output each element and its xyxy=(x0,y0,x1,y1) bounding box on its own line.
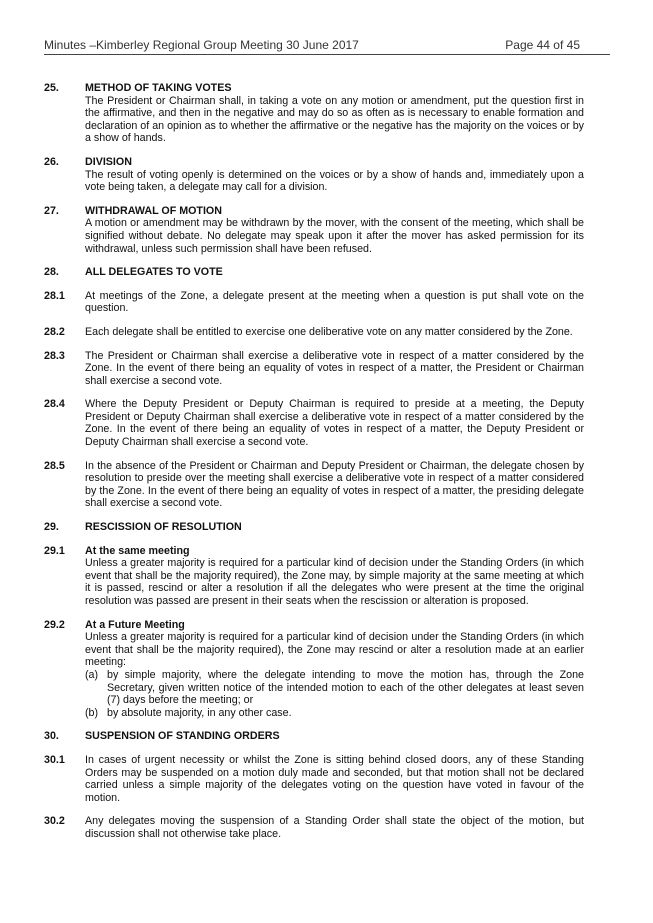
clause-list xyxy=(85,669,584,719)
section-30 xyxy=(44,730,584,743)
clause-28-3 xyxy=(44,350,584,388)
page-number: Page 44 of 45 xyxy=(505,38,580,52)
section-text: The President or Chairman shall, in taking a vote on any motion or amendment, put the question first in the affirmative, and then in the negative and may do so as often as is necessary to enable formation and declaration of an opinion as to whether the affirmative or the negative has the majority on the voices or by a show of hands. xyxy=(85,94,584,145)
clause-text: Where the Deputy President or Deputy Chairman is required to preside at a meeting, the Deputy President or Deputy Chairman shall exercise a deliberative vote in respect of a matter considered by the Zone. In the event of there being an equality of votes in respect of a matter, the Deputy President or Deputy Chairman shall exercise a second vote. xyxy=(85,398,584,449)
section-title: METHOD OF TAKING VOTES xyxy=(85,82,232,94)
section-26 xyxy=(44,156,584,194)
document-title: Minutes –Kimberley Regional Group Meeting 30 June 2017 xyxy=(44,38,359,52)
section-number: 25. xyxy=(44,82,59,94)
clause-number: 28.2 xyxy=(44,325,65,338)
list-item xyxy=(85,707,584,720)
clause-title: At the same meeting xyxy=(85,544,190,557)
clause-28-2 xyxy=(44,326,584,339)
list-marker: (b) xyxy=(85,706,99,719)
section-25 xyxy=(44,82,584,145)
clause-number: 29.1 xyxy=(44,544,65,557)
clause-number: 28.5 xyxy=(44,459,65,472)
section-27 xyxy=(44,205,584,255)
section-number: 30. xyxy=(44,730,59,743)
list-item-text: by absolute majority, in any other case. xyxy=(107,706,292,719)
clause-number: 29.2 xyxy=(44,618,65,631)
clause-number: 28.3 xyxy=(44,349,65,362)
section-number: 29. xyxy=(44,521,59,534)
clause-29-1 xyxy=(44,545,584,608)
clause-text: Unless a greater majority is required for a particular kind of decision under the Standing Orders (in which event that shall be the majority required), the Zone may, by simple majority at the same meeting at which it is passed, rescind or alter a resolution if all the delegates who were present at the time the original resolution was passed are present in their seats when the rescission or alteration is proposed. xyxy=(85,557,584,607)
section-29 xyxy=(44,521,584,534)
document-body xyxy=(44,82,584,852)
clause-title: At a Future Meeting xyxy=(85,618,185,631)
clause-28-1 xyxy=(44,290,584,315)
clause-number: 30.1 xyxy=(44,753,65,766)
section-title: RESCISSION OF RESOLUTION xyxy=(85,521,242,534)
clause-30-2 xyxy=(44,815,584,840)
clause-28-5 xyxy=(44,460,584,510)
section-28 xyxy=(44,266,584,279)
clause-28-4 xyxy=(44,398,584,448)
clause-text: At meetings of the Zone, a delegate present at the meeting when a question is put shall vote on the question. xyxy=(85,289,584,315)
list-marker: (a) xyxy=(85,668,99,681)
list-item-text: by simple majority, where the delegate intending to move the motion has, through the Zone Secretary, given written notice of the intended motion to each of the other delegates at least seven (7) days before the meeting; or xyxy=(107,668,584,707)
clause-text: Any delegates moving the suspension of a Standing Order shall state the object of the motion, but discussion shall not otherwise take place. xyxy=(85,815,584,840)
section-title: SUSPENSION OF STANDING ORDERS xyxy=(85,730,280,743)
list-item xyxy=(85,669,584,707)
section-title: WITHDRAWAL OF MOTION xyxy=(85,204,222,217)
clause-30-1 xyxy=(44,754,584,804)
clause-text: In the absence of the President or Chairman and Deputy President or Chairman, the delegate chosen by resolution to preside over the meeting shall exercise a deliberative vote in respect of a matter considered by the Zone. In the event of there being an equality of votes in respect of a matter, the presiding delegate shall exercise a second vote. xyxy=(85,459,584,510)
clause-number: 28.4 xyxy=(44,398,65,411)
section-number: 26. xyxy=(44,155,59,168)
clause-text: Unless a greater majority is required for a particular kind of decision under the Standing Orders (in which event that shall be the majority required), the Zone may rescind or alter a resolution made at an earlier meeting: xyxy=(85,631,584,669)
clause-text: In cases of urgent necessity or whilst the Zone is sitting behind closed doors, any of these Standing Orders may be suspended on a motion duly made and seconded, but that motion shall not be declared carried unless a simple majority of the delegates voting on the question have voted in favour of the motion. xyxy=(85,753,584,804)
clause-number: 28.1 xyxy=(44,289,65,302)
clause-number: 30.2 xyxy=(44,815,65,828)
page-header xyxy=(44,36,610,55)
section-text: The result of voting openly is determined on the voices or by a show of hands and, immediately upon a vote being taken, a delegate may call for a division. xyxy=(85,168,584,194)
section-title: ALL DELEGATES TO VOTE xyxy=(85,266,223,279)
clause-29-2 xyxy=(44,619,584,720)
clause-text: Each delegate shall be entitled to exercise one deliberative vote on any matter considered by the Zone. xyxy=(85,325,573,338)
section-number: 28. xyxy=(44,266,59,279)
section-text: A motion or amendment may be withdrawn by the mover, with the consent of the meeting, which shall be signified without debate. No delegate may speak upon it after the mover has asked permission for its withdrawal, unless such permission shall have been refused. xyxy=(85,217,584,255)
clause-text: The President or Chairman shall exercise a deliberative vote in respect of a matter considered by the Zone. In the event of there being an equality of votes in respect of a matter, the President or Chairman shall exercise a second vote. xyxy=(85,349,584,387)
section-number: 27. xyxy=(44,204,59,217)
section-title: DIVISION xyxy=(85,155,132,168)
